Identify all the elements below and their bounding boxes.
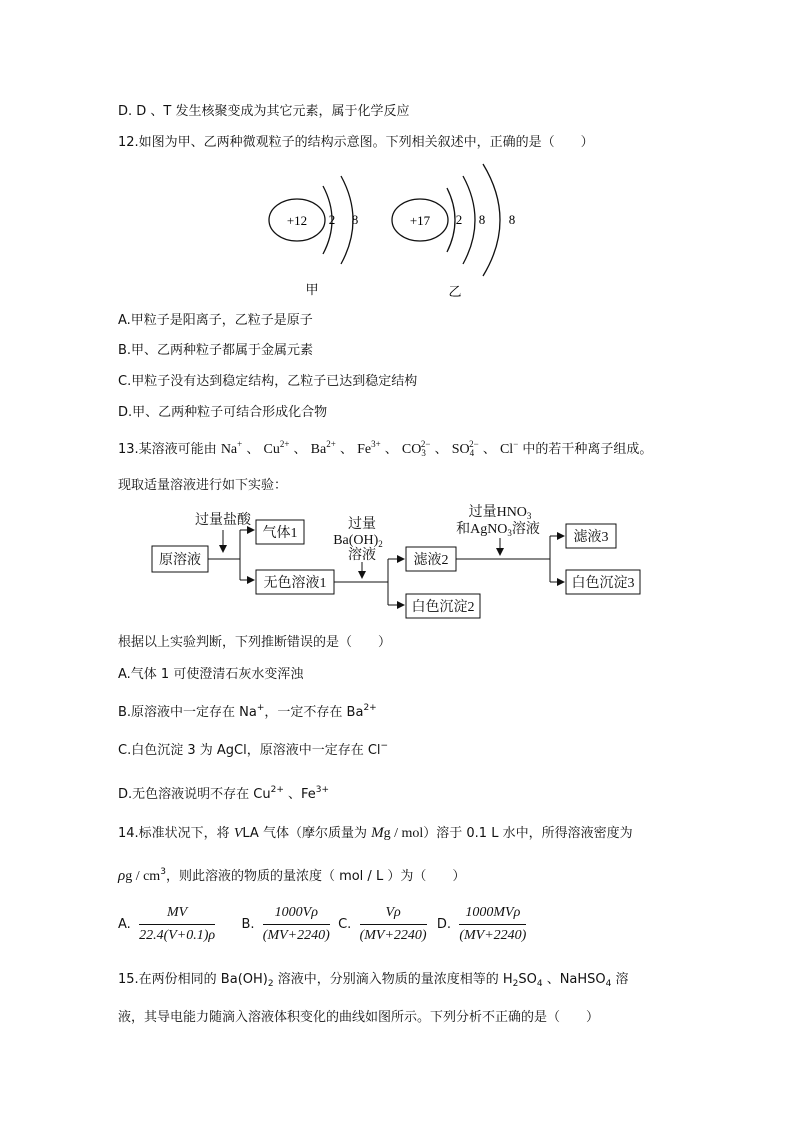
jia-label: 甲 (305, 282, 319, 297)
flow-colorless1: 无色溶液1 (263, 576, 327, 591)
q15-line1: 15.在两份相同的 $Ba(OH)_2$ 溶液中，分别滴入物质的量浓度相等的 $H_2SO_4$ 、NaHSO$_4$ 溶 (118, 972, 629, 989)
flow-reagent2-line3: 溶液 (348, 548, 376, 563)
q14-a-fraction: $\frac{MV}{22.4(V+0.1)\rho}$ (139, 905, 216, 943)
ion-ba: $Ba^{2+}$ (310, 439, 336, 457)
q13-option-a: A.气体 1 可使澄清石灰水变浑浊 (118, 667, 304, 682)
jia-shell-1: 2 (328, 212, 336, 227)
ion-co3: $CO_3^{2-}$ (401, 439, 431, 458)
jia-shell-2: 8 (351, 212, 359, 227)
yi-shell-3: 8 (508, 212, 516, 227)
ion-so4: $SO_4^{2-}$ (451, 439, 479, 458)
ion-na: Na+ (220, 439, 243, 457)
q14-line2: ρg / $cm^3$，则此溶液的物质的量浓度（ mol / L ）为（ ） (118, 867, 466, 884)
flow-original: 原溶液 (159, 553, 201, 568)
flow-filtrate2: 滤液2 (413, 553, 449, 568)
q12-option-c: C.甲粒子没有达到稳定结构，乙粒子已达到稳定结构 (118, 374, 418, 389)
flow-reagent3-line1: 过量$HNO_3$ (468, 505, 532, 521)
q14-d-label: D. (436, 916, 452, 932)
q12-stem: 12.如图为甲、乙两种微观粒子的结构示意图。下列相关叙述中，正确的是（ ） (118, 135, 594, 150)
q14-d-fraction: $\frac{\text{1000MVρ}}{(MV+2240)}$ (459, 905, 527, 943)
q14-c-fraction: $\frac{V\rho}{(MV+2240)}$ (359, 905, 427, 943)
q13-option-c: C.白色沉淀 3 为 AgCl，原溶液中一定存在 Cl− (118, 741, 389, 758)
ion-fe: $Fe^{3+}$ (357, 439, 381, 457)
q14-c-label: C. (338, 916, 352, 932)
yi-shell-2: 8 (478, 212, 486, 227)
atomic-structure-diagram (255, 160, 545, 305)
q13-option-b: B.原溶液中一定存在 Na+，一定不存在 $Ba^{2+}$ (118, 703, 377, 720)
flow-reagent2-line2: $Ba(OH)_2$ (333, 533, 383, 549)
jia-nucleus: +12 (286, 213, 308, 228)
q14-choices (118, 903, 526, 946)
flow-precip3: 白色沉淀3 (571, 576, 635, 591)
flow-filtrate3: 滤液3 (573, 530, 609, 545)
flow-gas1: 气体1 (262, 526, 298, 541)
q15-line2: 液，其导电能力随滴入溶液体积变化的曲线如图所示。下列分析不正确的是（ ） (118, 1010, 600, 1025)
q14-line1: 14.标准状况下，将 VLA 气体（摩尔质量为 Mg / mol）溶于 0.1 L 水中，所得溶液密度为 (118, 825, 633, 841)
yi-shell-1: 2 (455, 212, 463, 227)
experiment-flowchart (140, 500, 660, 630)
q12-option-d: D.甲、乙两种粒子可结合形成化合物 (118, 405, 328, 420)
q13-stem-line2: 现取适量溶液进行如下实验： (118, 478, 288, 493)
q13-stem-suffix: 中的若干种离子组成。 (522, 442, 653, 457)
q14-b-label: B. (241, 916, 255, 932)
q12-option-a: A.甲粒子是阳离子，乙粒子是原子 (118, 313, 313, 328)
q11-option-d: D. D 、T 发生核聚变成为其它元素，属于化学反应 (118, 104, 410, 119)
ion-cl: Cl− (499, 439, 519, 457)
flow-reagent3-line2: 和AgNO$_3$溶液 (456, 522, 540, 538)
particle-jia (269, 176, 358, 297)
yi-nucleus: +17 (409, 213, 431, 228)
particle-yi (392, 164, 515, 299)
flow-precip2: 白色沉淀2 (411, 600, 475, 615)
q14-b-fraction: $\frac{1000V\rho}{(MV+2240)}$ (262, 905, 330, 943)
q13-stem-prefix: 13.某溶液可能由 (118, 442, 221, 457)
q13-option-d: D.无色溶液说明不存在 $Cu^{2+}$ 、$Fe^{3+}$ (118, 785, 330, 802)
q13-stem: 13.某溶液可能由 Na+ 、 $Cu^{2+}$ 、 $Ba^{2+}$ 、 $Fe^{3+}$ 、 $CO_3^{2-}$ 、 $SO_4^{2-}$ 、 Cl− 中的若干种离子组成。 (118, 439, 653, 458)
ion-cu: $Cu^{2+}$ (263, 439, 290, 457)
flow-reagent2-line1: 过量 (348, 517, 376, 532)
yi-label: 乙 (448, 284, 462, 299)
q14-a-label: A. (118, 916, 131, 932)
q12-option-b: B.甲、乙两种粒子都属于金属元素 (118, 343, 314, 358)
q13-ask: 根据以上实验判断，下列推断错误的是（ ） (118, 635, 392, 650)
flow-reagent1: 过量盐酸 (195, 513, 251, 528)
